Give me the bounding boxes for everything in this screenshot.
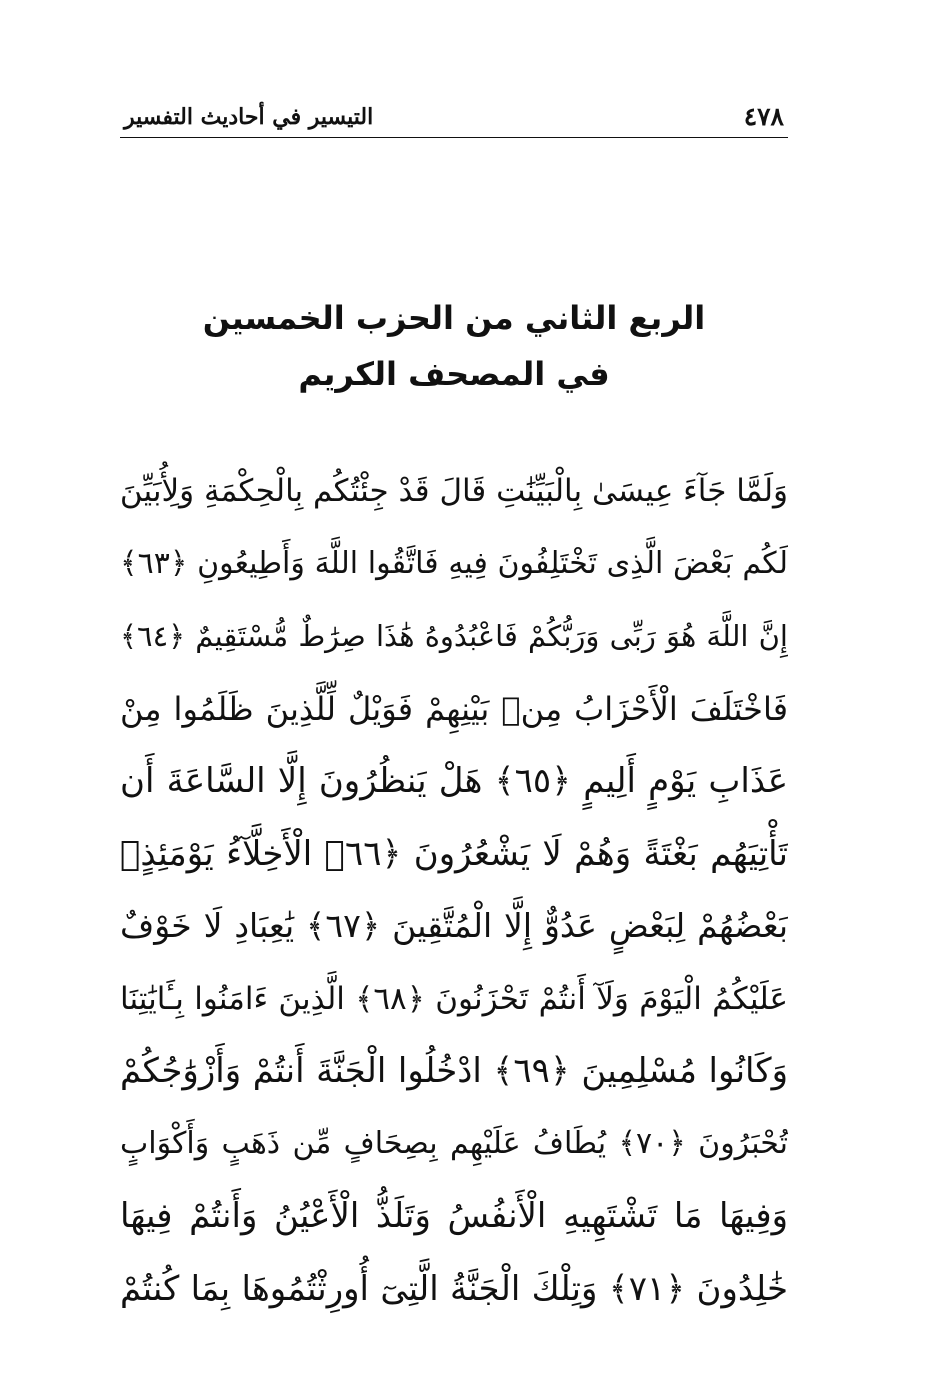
verse-line: لَكُم بَعْضَ الَّذِى تَخْتَلِفُونَ فِيهِ فَاتَّقُوا اللَّهَ وَأَطِيعُونِ ﴿٦٣﴾ xyxy=(120,545,788,581)
verse-line: وَكَانُوا مُسْلِمِينَ ﴿٦٩﴾ ادْخُلُوا الْجَنَّةَ أَنتُمْ وَأَزْوَٰجُكُمْ xyxy=(120,1051,788,1091)
quran-verses xyxy=(120,455,788,1325)
page-number: ٤٧٨ xyxy=(743,102,784,131)
verse-line: خَٰلِدُونَ ﴿٧١﴾ وَتِلْكَ الْجَنَّةُ الَّتِىٓ أُورِثْتُمُوهَا بِمَا كُنتُمْ xyxy=(120,1268,788,1309)
verse-line: فَاخْتَلَفَ الْأَحْزَابُ مِنۢ بَيْنِهِمْ فَوَيْلٌ لِّلَّذِينَ ظَلَمُوا مِنْ xyxy=(120,689,788,728)
section-heading xyxy=(120,290,788,402)
book-title: التيسير في أحاديث التفسير xyxy=(124,104,374,130)
heading-line-2: في المصحف الكريم xyxy=(298,355,610,393)
verse-line: تَأْتِيَهُم بَغْتَةً وَهُمْ لَا يَشْعُرُونَ ﴿٦٦﴾ الْأَخِلَّآءُ يَوْمَئِذٍۭ xyxy=(120,833,788,874)
running-header xyxy=(120,92,788,138)
verse-line: عَذَابِ يَوْمٍ أَلِيمٍ ﴿٦٥﴾ هَلْ يَنظُرُونَ إِلَّا السَّاعَةَ أَن xyxy=(120,761,788,801)
verse-line: وَفِيهَا مَا تَشْتَهِيهِ الْأَنفُسُ وَتَلَذُّ الْأَعْيُنُ وَأَنتُمْ فِيهَا xyxy=(120,1196,788,1236)
verse-line: إِنَّ اللَّهَ هُوَ رَبِّى وَرَبُّكُمْ فَاعْبُدُوهُ هَٰذَا صِرَٰطٌ مُّسْتَقِيمٌ ﴿٦٤﴾ xyxy=(120,619,788,653)
header-rule xyxy=(120,137,788,138)
verse-line: عَلَيْكُمُ الْيَوْمَ وَلَآ أَنتُمْ تَحْزَنُونَ ﴿٦٨﴾ الَّذِينَ ءَامَنُوا بِـَٔايَٰتِنَا xyxy=(120,980,788,1017)
heading-line-1: الربع الثاني من الحزب الخمسين xyxy=(202,299,706,337)
verse-line: بَعْضُهُمْ لِبَعْضٍ عَدُوٌّ إِلَّا الْمُتَّقِينَ ﴿٦٧﴾ يَٰعِبَادِ لَا خَوْفٌ xyxy=(120,906,788,945)
verse-line: تُحْبَرُونَ ﴿٧٠﴾ يُطَافُ عَلَيْهِم بِصِحَافٍ مِّن ذَهَبٍ وَأَكْوَابٍ xyxy=(120,1125,788,1161)
verse-line: وَلَمَّا جَآءَ عِيسَىٰ بِالْبَيِّنَٰتِ قَالَ قَدْ جِئْتُكُم بِالْحِكْمَةِ وَلِأُبَيِّنَ xyxy=(120,473,788,509)
